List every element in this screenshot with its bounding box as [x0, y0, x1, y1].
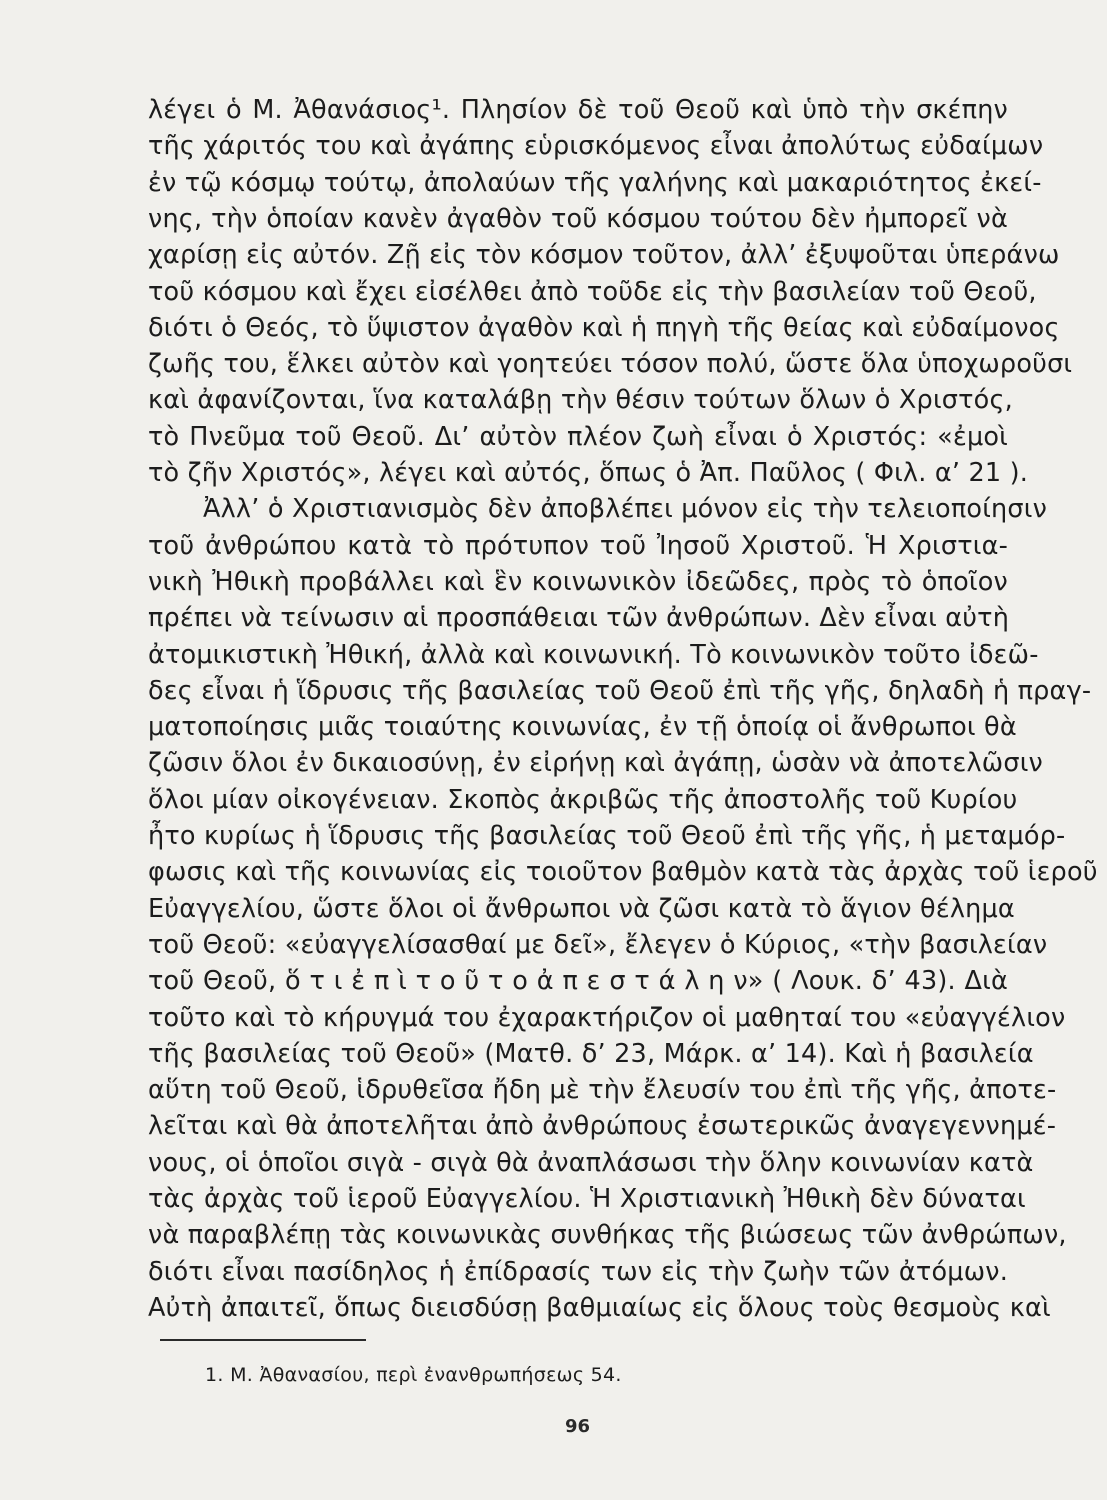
text-line: Αὐτὴ ἀπαιτεῖ, ὅπως διεισδύσῃ βαθμιαίως εἰς ὅλους τοὺς θεσμοὺς καὶ	[148, 1293, 1051, 1323]
text-line: καὶ ἀφανίζονται, ἵνα καταλάβῃ τὴν θέσιν τούτων ὅλων ὁ Χριστός,	[148, 385, 1013, 415]
text-line: πρέπει νὰ τείνωσιν αἱ προσπάθειαι τῶν ἀνθρώπων. Δὲν εἶναι αὐτὴ	[148, 603, 1010, 633]
text-line: δες εἶναι ἡ ἵδρυσις τῆς βασιλείας τοῦ Θεοῦ ἐπὶ τῆς γῆς, δηλαδὴ ἡ πραγ-	[148, 676, 1092, 706]
text-line: ἀτομικιστικὴ Ἠθική, ἀλλὰ καὶ κοινωνική. Τὸ κοινωνικὸν τοῦτο ἰδεῶ-	[148, 640, 1039, 670]
text-line: νους, οἱ ὁποῖοι σιγὰ - σιγὰ θὰ ἀναπλάσωσι τὴν ὅλην κοινωνίαν κατὰ	[148, 1148, 1034, 1178]
text-line: διότι ὁ Θεός, τὸ ὕψιστον ἀγαθὸν καὶ ἡ πηγὴ τῆς θείας καὶ εὐδαίμονος	[148, 313, 1060, 343]
text-line: τοῦ Θεοῦ: «εὐαγγελίσασθαί με δεῖ», ἔλεγεν ὁ Κύριος, «τὴν βασιλείαν	[148, 930, 1048, 960]
text-line: ἐν τῷ κόσμῳ τούτῳ, ἀπολαύων τῆς γαλήνης καὶ μακαριότητος ἐκεί-	[148, 168, 1042, 198]
text-line: φωσις καὶ τῆς κοινωνίας εἰς τοιοῦτον βαθμὸν κατὰ τὰς ἀρχὰς τοῦ ἱεροῦ	[148, 857, 1098, 887]
text-line: αὕτη τοῦ Θεοῦ, ἱδρυθεῖσα ἤδη μὲ τὴν ἔλευσίν του ἐπὶ τῆς γῆς, ἀποτε-	[148, 1075, 1057, 1105]
text-line: τῆς χάριτός του καὶ ἀγάπης εὑρισκόμενος εἶναι ἀπολύτως εὐδαίμων	[148, 131, 1044, 161]
text-line: διότι εἶναι πασίδηλος ἡ ἐπίδρασίς των εἰς τὴν ζωὴν τῶν ἀτόμων.	[148, 1257, 1008, 1287]
page-number: 96	[565, 1416, 591, 1437]
footnote: 1. Μ. Ἀθανασίου, περὶ ἐνανθρωπήσεως 54.	[205, 1364, 622, 1386]
text-line: τῆς βασιλείας τοῦ Θεοῦ» (Ματθ. δ’ 23, Μάρκ. α’ 14). Καὶ ἡ βασιλεία	[148, 1039, 1034, 1069]
text-line: τοῦ Θεοῦ, ὅ τ ι ἐ π ὶ τ ο ῦ τ ο ἀ π ε σ τ ά λ η ν» ( Λουκ. δ’ 43). Διὰ	[148, 966, 1008, 996]
text-line: νικὴ Ἠθικὴ προβάλλει καὶ ἓν κοινωνικὸν ἰδεῶδες, πρὸς τὸ ὁποῖον	[148, 567, 1008, 597]
text-line: τοῦ κόσμου καὶ ἔχει εἰσέλθει ἀπὸ τοῦδε εἰς τὴν βασιλείαν τοῦ Θεοῦ,	[148, 277, 1037, 307]
text-line: ζωῆς του, ἕλκει αὐτὸν καὶ γοητεύει τόσον πολύ, ὥστε ὅλα ὑποχωροῦσι	[148, 349, 1073, 379]
text-line: ἦτο κυρίως ἡ ἵδρυσις τῆς βασιλείας τοῦ Θεοῦ ἐπὶ τῆς γῆς, ἡ μεταμόρ-	[148, 821, 1066, 851]
text-line: χαρίσῃ εἰς αὐτόν. Ζῇ εἰς τὸν κόσμον τοῦτον, ἀλλ’ ἐξυψοῦται ὑπεράνω	[148, 240, 1060, 270]
text-line: τὸ Πνεῦμα τοῦ Θεοῦ. Δι’ αὐτὸν πλέον ζωὴ εἶναι ὁ Χριστός: «ἐμοὶ	[148, 422, 1008, 452]
text-line: λεῖται καὶ θὰ ἀποτελῆται ἀπὸ ἀνθρώπους ἐσωτερικῶς ἀναγεγεννημέ-	[148, 1111, 1057, 1141]
text-line: τὰς ἀρχὰς τοῦ ἱεροῦ Εὐαγγελίου. Ἡ Χριστιανικὴ Ἠθικὴ δὲν δύναται	[148, 1184, 1026, 1214]
text-line: Εὐαγγελίου, ὥστε ὅλοι οἱ ἄνθρωποι νὰ ζῶσι κατὰ τὸ ἅγιον θέλημα	[148, 894, 1015, 924]
text-line: τοῦ ἀνθρώπου κατὰ τὸ πρότυπον τοῦ Ἰησοῦ Χριστοῦ. Ἡ Χριστια-	[148, 531, 1008, 561]
footnote-divider	[160, 1339, 366, 1341]
text-line: ὅλοι μίαν οἰκογένειαν. Σκοπὸς ἀκριβῶς τῆς ἀποστολῆς τοῦ Κυρίου	[148, 785, 1018, 815]
text-line: λέγει ὁ Μ. Ἀθανάσιος¹. Πλησίον δὲ τοῦ Θεοῦ καὶ ὑπὸ τὴν σκέπην	[148, 95, 1008, 125]
text-line: νης, τὴν ὁποίαν κανὲν ἀγαθὸν τοῦ κόσμου τούτου δὲν ἠμπορεῖ νὰ	[148, 204, 1008, 234]
paragraph-first-line: Ἀλλ’ ὁ Χριστιανισμὸς δὲν ἀποβλέπει μόνον εἰς τὴν τελειοποίησιν	[203, 494, 1048, 524]
text-line: ζῶσιν ὅλοι ἐν δικαιοσύνῃ, ἐν εἰρήνῃ καὶ ἀγάπῃ, ὡσὰν νὰ ἀποτελῶσιν	[148, 748, 1043, 778]
text-line: τοῦτο καὶ τὸ κήρυγμά του ἐχαρακτήριζον οἱ μαθηταί του «εὐαγγέλιον	[148, 1003, 1066, 1033]
text-line: ματοποίησις μιᾶς τοιαύτης κοινωνίας, ἐν τῇ ὁποίᾳ οἱ ἄνθρωποι θὰ	[148, 712, 1017, 742]
text-line: νὰ παραβλέπῃ τὰς κοινωνικὰς συνθήκας τῆς βιώσεως τῶν ἀνθρώπων,	[148, 1220, 1067, 1250]
text-line: τὸ ζῆν Χριστός», λέγει καὶ αὐτός, ὅπως ὁ Ἀπ. Παῦλος ( Φιλ. α’ 21 ).	[148, 458, 1029, 488]
